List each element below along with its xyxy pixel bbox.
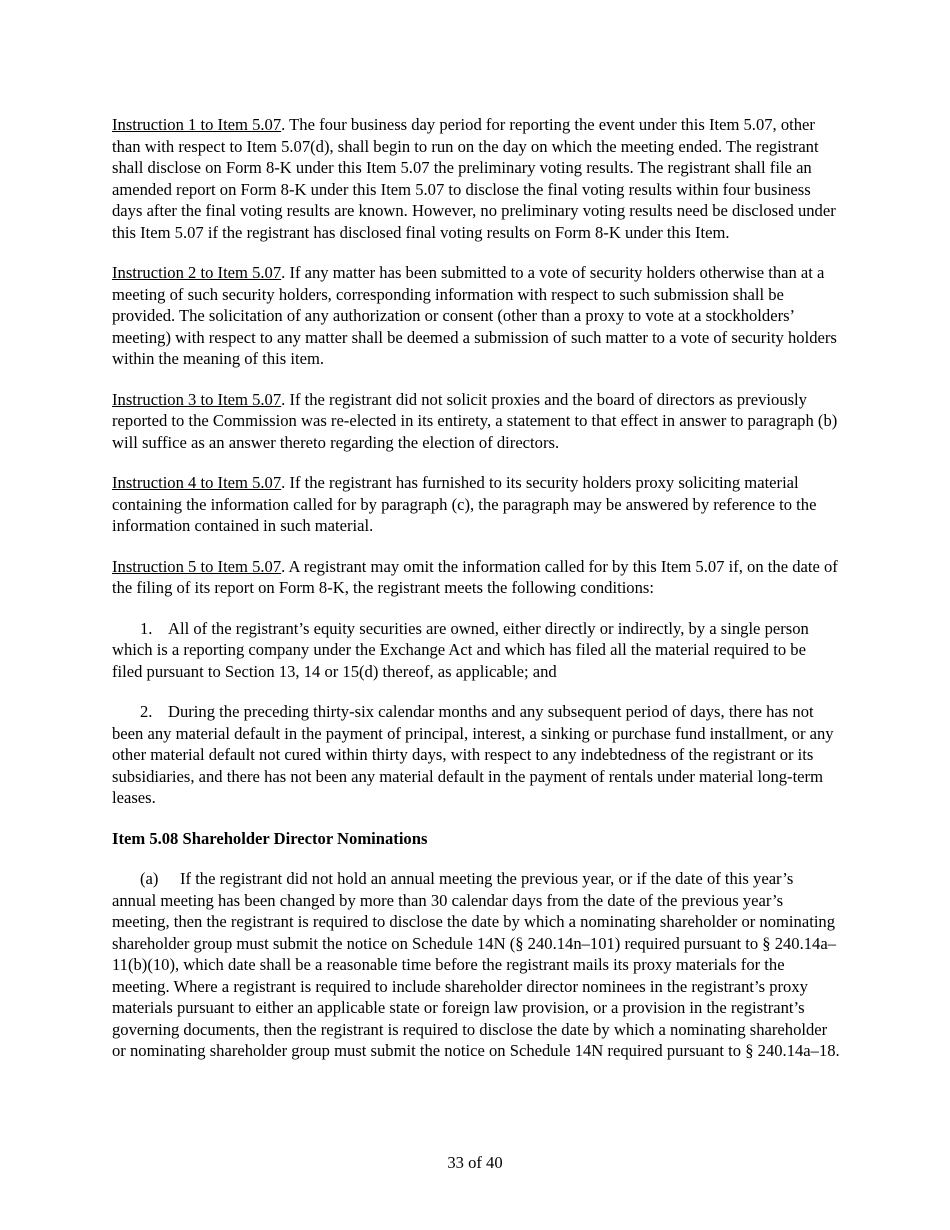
instruction-5-label: Instruction 5 to Item 5.07 <box>112 556 282 576</box>
instruction-4-paragraph <box>112 472 840 537</box>
instruction-5-paragraph <box>112 556 840 599</box>
item-508-heading: Item 5.08 Shareholder Director Nominations <box>112 828 428 848</box>
document-page <box>112 114 840 1062</box>
condition-1-number: 1. <box>140 618 153 638</box>
instruction-4-label: Instruction 4 to Item 5.07 <box>112 473 282 492</box>
condition-1 <box>112 618 840 683</box>
item-508-paragraph-a-label: (a) <box>140 869 159 888</box>
instruction-3-label: Instruction 3 to Item 5.07 <box>112 389 282 409</box>
condition-2 <box>112 701 840 809</box>
condition-2-number: 2. <box>140 702 153 721</box>
item-508-paragraph-a-text: If the registrant did not hold an annual meeting the previous year, or if the date of this year’s annual meeting has been changed by more than 30 calendar days from the date of the previous year’s meeting, then the registrant is required to disclose the date by which a nominating shareholder or nominating shareholder group must submit the notice on Schedule 14N (§ 240.14n–101) required pursuant to § 240.14a–11(b)(10), which date shall be a reasonable time before the registrant mails its proxy materials for the meeting. Where a registrant is required to include shareholder director nominees in the registrant’s proxy materials pursuant to either an applicable state or foreign law provision, or a provision in the registrant’s governing documents, then the registrant is required to disclose the date by which a nominating shareholder or nominating shareholder group must submit the notice on Schedule 14N required pursuant to § 240.14a–18. <box>112 869 840 1060</box>
instruction-1-text: . The four business day period for reporting the event under this Item 5.07, other than with respect to Item 5.07(d), shall begin to run on the day on which the meeting ended. The registrant shall disclose on Form 8-K under this Item 5.07 the preliminary voting results. The registrant shall file an amended report on Form 8-K under this Item 5.07 to disclose the final voting results within four business days after the final voting results are known. However, no preliminary voting results need be disclosed under this Item 5.07 if the registrant has disclosed final voting results on Form 8-K under this Item. <box>112 115 836 242</box>
instruction-4-text: . If the registrant has furnished to its security holders proxy soliciting material containing the information called for by paragraph (c), the paragraph may be answered by reference to the information contained in such material. <box>112 473 817 535</box>
page-number-footer: 33 of 40 <box>447 1153 503 1172</box>
instruction-3-text: . If the registrant did not solicit proxies and the board of directors as previously reported to the Commission was re-elected in its entirety, a statement to that effect in answer to paragraph (b) will suffice as an answer thereto regarding the election of directors. <box>112 389 838 452</box>
instruction-1-paragraph <box>112 114 840 243</box>
instruction-2-text: . If any matter has been submitted to a vote of security holders otherwise than at a meeting of such security holders, corresponding information with respect to such submission shall be provided. The solicitation of any authorization or consent (other than a proxy to vote at a stockholders’ meeting) with respect to any matter shall be deemed a submission of such matter to a vote of security holders within the meaning of this item. <box>112 263 837 368</box>
instruction-5-text: . A registrant may omit the information called for by this Item 5.07 if, on the date of the filing of its report on Form 8-K, the registrant meets the following conditions: <box>112 556 838 597</box>
condition-1-text: All of the registrant’s equity securities are owned, either directly or indirectly, by a single person which is a reporting company under the Exchange Act and which has filed all the material required to be filed pursuant to Section 13, 14 or 15(d) thereof, as applicable; and <box>112 618 809 681</box>
condition-2-text: During the preceding thirty-six calendar months and any subsequent period of days, there has not been any material default in the payment of principal, interest, a sinking or purchase fund installment, or any other material default not cured within thirty days, with respect to any indebtedness of the registrant or its subsidiaries, and there has not been any material default in the payment of rentals under material long-term leases. <box>112 702 834 807</box>
instruction-2-label: Instruction 2 to Item 5.07 <box>112 263 282 282</box>
item-508-paragraph-a <box>112 868 840 1062</box>
instruction-2-paragraph <box>112 262 840 370</box>
instruction-3-paragraph <box>112 389 840 454</box>
instruction-1-label: Instruction 1 to Item 5.07 <box>112 115 282 134</box>
